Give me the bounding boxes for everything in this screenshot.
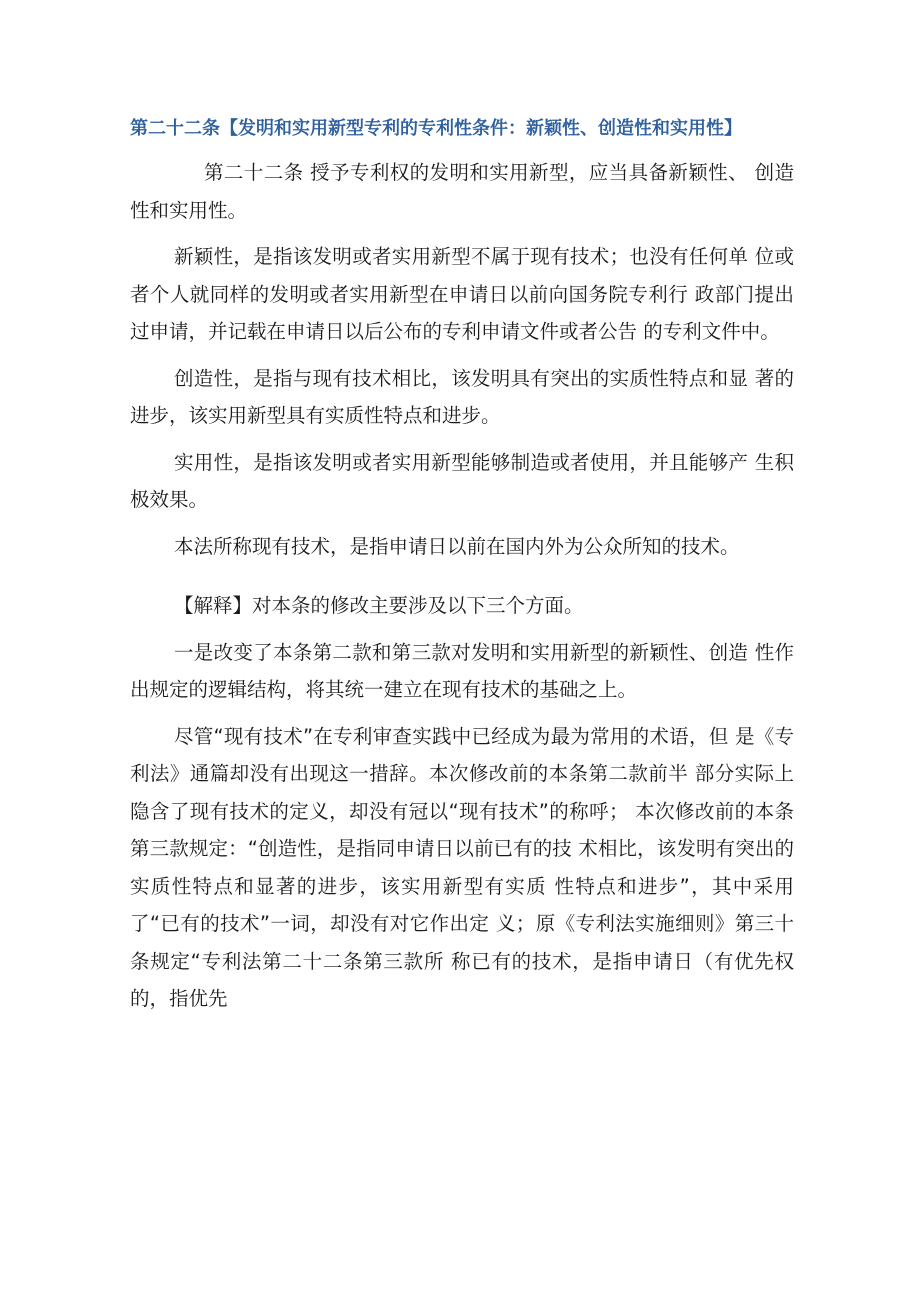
- document-body: [130, 154, 794, 1018]
- practicality-paragraph: 实用性，是指该发明或者实用新型能够制造或者使用，并且能够产 生积极效果。: [130, 450, 794, 511]
- article-text: 第二十二条 授予专利权的发明和实用新型，应当具备新颖性、 创造性和实用性。: [130, 161, 794, 222]
- article-heading: 第二十二条【发明和实用新型专利的专利性条件：新颖性、创造性和实用性】: [130, 118, 742, 139]
- prior-art-definition-paragraph: 本法所称现有技术，是指申请日以前在国内外为公众所知的技术。: [174, 534, 740, 558]
- interpretation-detail-paragraph: 尽管“现有技术”在专利审查实践中已经成为最为常用的术语，但 是《专利法》通篇却没有出现这一措辞。本次修改前的本条第二款前半 部分实际上隐含了现有技术的定义，却没有冠以“现有技术”的称呼； 本次修改前的本条第三款规定：“创造性，是指同申请日以前已有的技 术相比，该发明有突出的实质性特点和显著的进步，该实用新型有实质 性特点和进步”，其中采用了“已有的技术”一词，却没有对它作出定 义；原《专利法实施细则》第三十条规定“专利法第二十二条第三款所 称已有的技术，是指申请日（有优先权的，指优先: [130, 724, 794, 1010]
- novelty-paragraph: 新颖性，是指该发明或者实用新型不属于现有技术；也没有任何单 位或者个人就同样的发明或者实用新型在申请日以前向国务院专利行 政部门提出过申请，并记载在申请日以后公布的专利申请文件或者公告 的专利文件中。: [130, 245, 794, 343]
- inventiveness-paragraph: 创造性，是指与现有技术相比，该发明具有突出的实质性特点和显 著的进步，该实用新型具有实质性特点和进步。: [130, 366, 794, 427]
- interpretation-point-one-paragraph: 一是改变了本条第二款和第三款对发明和实用新型的新颖性、创造 性作出规定的逻辑结构，将其统一建立在现有技术的基础之上。: [130, 640, 794, 701]
- interpretation-intro-paragraph: 【解释】对本条的修改主要涉及以下三个方面。: [174, 594, 584, 617]
